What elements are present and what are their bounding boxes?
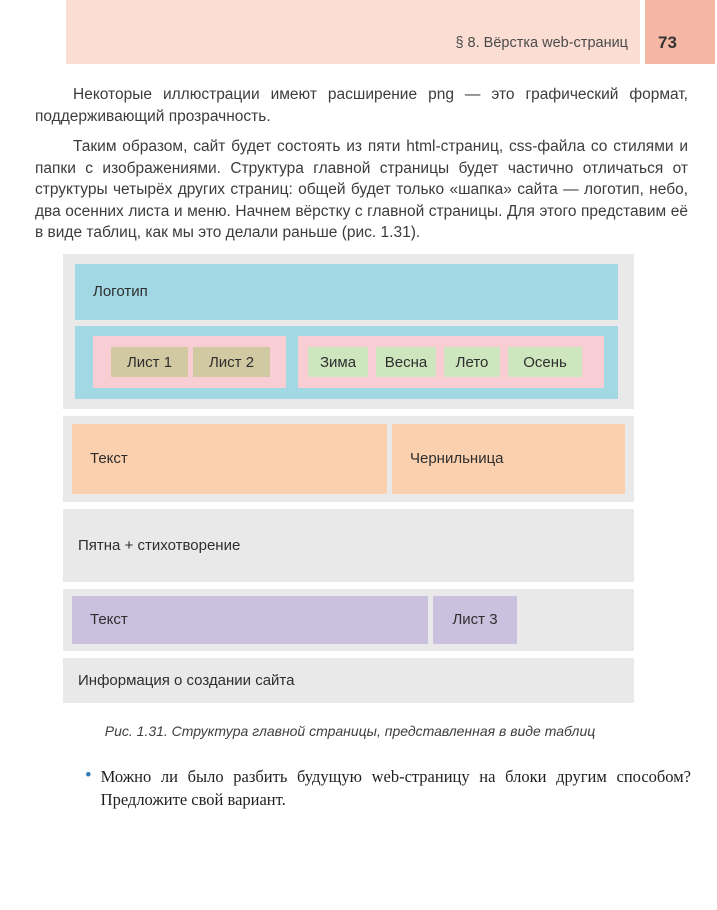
question-item [85, 765, 691, 811]
page-number: 73 [658, 33, 677, 52]
menu-row-cell [75, 326, 618, 399]
logo-label: Логотип [93, 283, 148, 300]
leaf1-label: Лист 1 [126, 353, 173, 371]
section-title: § 8. Вёрстка web-страниц [455, 35, 628, 51]
paragraph-site-structure: Таким образом, сайт будет состоять из пяти html-страниц, css-файла со стилями и папки с изображениями. Структура главной страницы будет частично отличаться от структуры четырёх других страниц: общей будет только «шапка» сайта — логотип, небо, два осенних листа и меню. Начнем вёрстку с главной страницы. Для этого представим её в виде таблиц, как мы это делали раньше (рис. 1.31). [35, 138, 688, 241]
text2-cell [72, 596, 428, 644]
leaf2-label: Лист 2 [208, 353, 255, 371]
page-number-box [645, 0, 715, 64]
leaf1-cell [111, 347, 188, 377]
logo-cell [75, 264, 618, 320]
inkwell-cell [392, 424, 625, 494]
menu-item-autumn-label: Осень [523, 353, 567, 371]
figure-text-leaf3-table [63, 589, 634, 651]
page-content [0, 64, 717, 811]
menu-group-cell [298, 336, 604, 388]
leaves-group-cell [93, 336, 286, 388]
leaf2-cell [193, 347, 270, 377]
menu-item-summer [444, 347, 500, 377]
menu-item-winter-label: Зима [319, 353, 357, 371]
menu-item-spring-label: Весна [384, 353, 428, 371]
figure-spots-poem-row [63, 509, 634, 582]
figure-1-31 [63, 254, 634, 703]
figure-caption: Рис. 1.31. Структура главной страницы, представленная в виде таблиц [104, 722, 596, 739]
leaf3-cell [433, 596, 517, 644]
running-head [0, 0, 717, 64]
menu-item-spring [376, 347, 436, 377]
menu-item-autumn [508, 347, 582, 377]
menu-item-summer-label: Лето [455, 353, 489, 371]
spots-poem-label: Пятна + стихотворение [78, 536, 241, 554]
figure-header-table [63, 254, 634, 409]
text2-cell-label: Текст [90, 611, 128, 628]
text-cell [72, 424, 387, 494]
paragraph-png: Некоторые иллюстрации имеют расширение png — это графический формат, поддерживающий прозрачность. [35, 86, 688, 125]
inkwell-cell-label: Чернильница [410, 450, 504, 467]
bullet-icon: • [85, 764, 92, 786]
figure-site-info-row [63, 658, 634, 703]
section-header-band [66, 0, 640, 64]
text-cell-label: Текст [90, 450, 128, 467]
figure-text-inkwell-table [63, 416, 634, 502]
leaf3-cell-label: Лист 3 [452, 611, 498, 628]
site-info-label: Информация о создании сайта [78, 671, 295, 689]
question-text: Можно ли было разбить будущую web-страницу на блоки другим способом? Предложите свой вариант. [100, 766, 691, 809]
menu-item-winter [308, 347, 368, 377]
